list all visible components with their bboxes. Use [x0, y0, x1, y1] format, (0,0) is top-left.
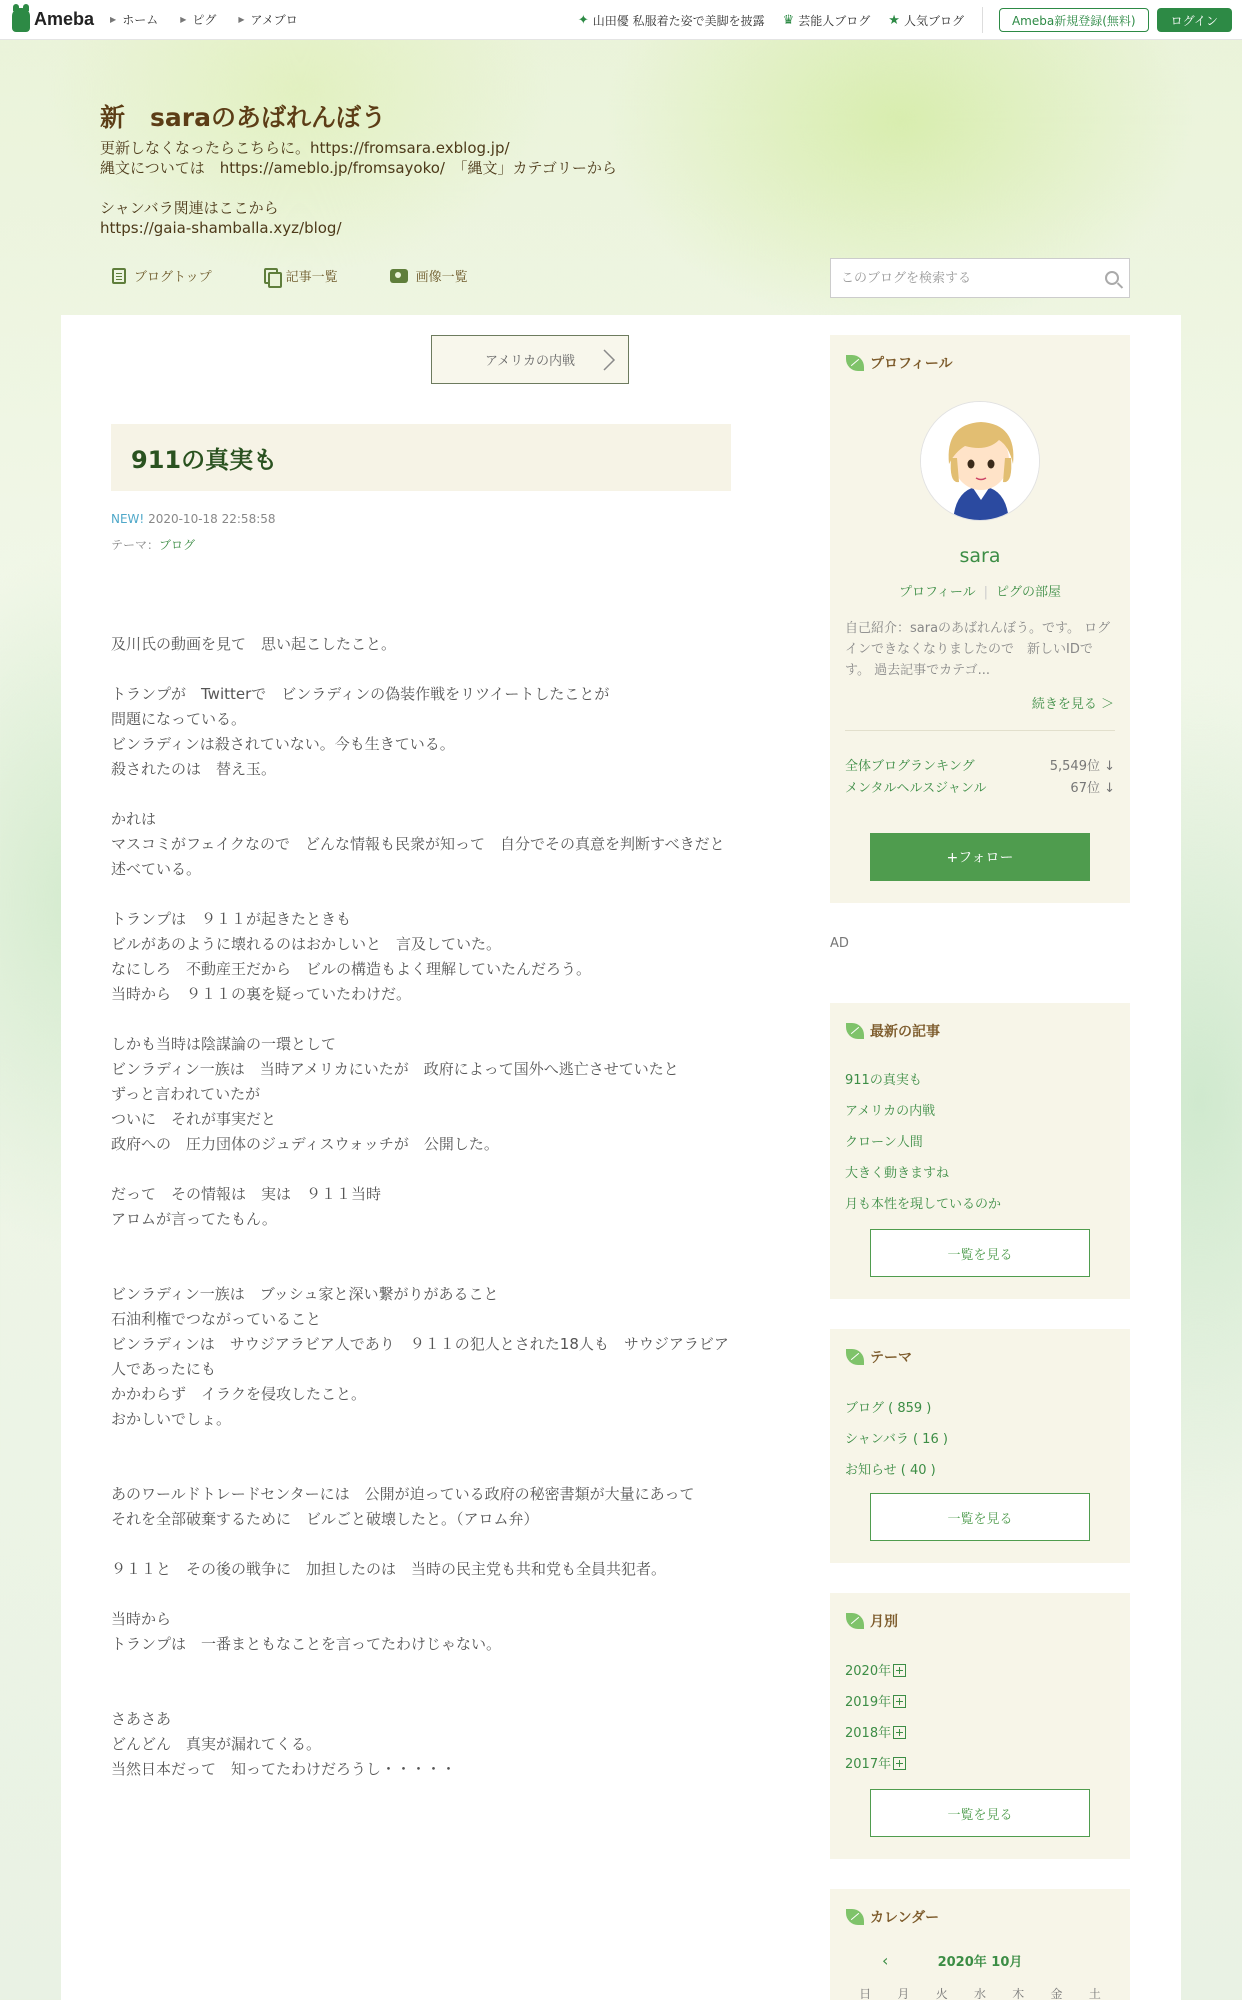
- pick-label: 山田優 私服着た姿で美脚を披露: [592, 13, 765, 28]
- article-paragraph: ついに それが事実だと: [111, 1110, 277, 1128]
- monthly-heading: [846, 1611, 898, 1631]
- expand-plus-icon[interactable]: [893, 1757, 906, 1770]
- pick-label: 芸能人ブログ: [798, 13, 871, 28]
- themes-heading-label: テーマ: [870, 1350, 912, 1366]
- prev-article-label: アメリカの内戦: [484, 354, 576, 369]
- ranking-value: 5,549位 ↓: [1049, 759, 1115, 774]
- profile-heading: [846, 353, 953, 373]
- register-button[interactable]: Ameba新規登録(無料): [999, 8, 1149, 32]
- nav-label: アメブロ: [250, 13, 298, 27]
- article-paragraph: [111, 1432, 731, 1457]
- ameba-mascot-icon: [12, 8, 30, 32]
- avatar[interactable]: [920, 401, 1040, 521]
- article-paragraph: おかしいでしょ。: [111, 1410, 232, 1428]
- themes-box: [830, 1329, 1130, 1563]
- calendar-box: [830, 1889, 1130, 2000]
- blog-search: [830, 258, 1130, 298]
- theme-link[interactable]: シャンバラ ( 16 ): [845, 1432, 948, 1447]
- article-paragraph: [111, 1682, 731, 1707]
- article-paragraph: ９１１と その後の戦争に 加担したのは 当時の民主党も共和党も全員共犯者。: [111, 1560, 667, 1578]
- article-paragraph: 問題になっている。: [111, 710, 247, 728]
- profile-links: [830, 581, 1130, 600]
- latest-entry-link[interactable]: 911の真実も: [845, 1073, 922, 1088]
- blog-nav-label: 記事一覧: [285, 270, 338, 285]
- article-paragraph: [111, 1232, 731, 1257]
- theme-link[interactable]: ブログ: [159, 538, 196, 552]
- popular-blog-link[interactable]: [888, 12, 964, 29]
- header-right: [578, 0, 1232, 40]
- ranking-overall[interactable]: [845, 755, 1115, 774]
- prev-article-link[interactable]: [431, 335, 629, 384]
- copy-icon: [264, 268, 278, 284]
- pick-label: 人気ブログ: [903, 13, 964, 28]
- chevron-right-icon: [602, 348, 616, 372]
- article-paragraph: トランプは 一番まともなことを言ってたわけじゃない。: [111, 1635, 502, 1653]
- article-paragraph: マスコミがフェイクなので どんな情報も民衆が知って 自分でその真意を判断すべきだと: [111, 835, 725, 853]
- triangle-right-icon: ▶: [180, 15, 187, 24]
- blog-description: 更新しなくなったらこちらに。https://fromsara.exblog.jp/ 縄文については https://ameblo.jp/fromsayoko/ 「縄文」カテゴリーから シャンバラ関連はここから https://gaia-shamballa.xyz/blog/: [100, 139, 617, 237]
- profile-heading-label: プロフィール: [870, 356, 953, 372]
- article-paragraph: ずっと言われていたが: [111, 1085, 261, 1103]
- article-paragraph: 殺されたのは 替え玉。: [111, 760, 277, 778]
- read-more-link[interactable]: 続きを見る ＞: [1031, 697, 1114, 712]
- celebrity-blog-link[interactable]: [783, 12, 871, 29]
- latest-entry-link[interactable]: クローン人間: [845, 1135, 923, 1150]
- article-title[interactable]: 911の真実も: [131, 446, 278, 474]
- theme-link[interactable]: ブログ ( 859 ): [845, 1401, 932, 1416]
- article-meta: [111, 512, 276, 526]
- document-icon: [112, 268, 126, 284]
- ranking-genre[interactable]: [845, 777, 1115, 796]
- article-paragraph: [111, 882, 731, 907]
- expand-plus-icon[interactable]: [893, 1726, 906, 1739]
- article-paragraph: だって その情報は 実は ９１１当時: [111, 1185, 382, 1203]
- search-input[interactable]: [841, 271, 1105, 286]
- profile-link[interactable]: プロフィール: [898, 585, 976, 600]
- blog-nav-label: ブログトップ: [134, 270, 212, 285]
- divider: [845, 730, 1115, 731]
- weekday: 日: [859, 1987, 872, 2000]
- article-paragraph: かかわらず イラクを侵攻したこと。: [111, 1385, 367, 1403]
- article-paragraph: ビンラディン一族は 当時アメリカにいたが 政府によって国外へ逃亡させていたと: [111, 1060, 679, 1078]
- blog-nav-label: 画像一覧: [415, 270, 468, 285]
- follow-button[interactable]: +フォロー: [870, 833, 1090, 881]
- article-paragraph: どんどん 真実が漏れてくる。: [111, 1735, 322, 1753]
- article-paragraph: ビルがあのように壊れるのはおかしいと 言及していた。: [111, 935, 502, 953]
- month-archive-link[interactable]: [845, 1753, 906, 1772]
- weekday: 月: [897, 1987, 910, 2000]
- expand-plus-icon[interactable]: [893, 1695, 906, 1708]
- article-paragraph: なにしろ 不動産王だから ビルの構造もよく理解していたんだろう。: [111, 960, 592, 978]
- latest-entries-box: [830, 1003, 1130, 1299]
- blog-nav: [112, 266, 468, 285]
- nav-home[interactable]: [110, 11, 158, 28]
- article-paragraph: [111, 1582, 731, 1607]
- triangle-right-icon: ▶: [238, 15, 245, 24]
- profile-box: [830, 335, 1130, 903]
- monthly-heading-label: 月別: [870, 1614, 898, 1630]
- nav-pigg[interactable]: [180, 11, 216, 28]
- star-icon: ★: [888, 12, 900, 28]
- weekday: 水: [973, 1987, 986, 2000]
- ameba-logo[interactable]: [12, 8, 94, 32]
- article-theme: [111, 536, 195, 553]
- pigg-room-link[interactable]: ピグの部屋: [996, 585, 1062, 600]
- themes-see-all-button[interactable]: 一覧を見る: [870, 1493, 1090, 1541]
- weekday: 土: [1088, 1987, 1101, 2000]
- month-archive-link[interactable]: [845, 1691, 906, 1710]
- profile-name[interactable]: sara: [959, 545, 1001, 567]
- article-paragraph: [111, 1157, 731, 1182]
- nav-ameblo[interactable]: [238, 11, 297, 28]
- article-paragraph: [111, 782, 731, 807]
- article-paragraph: トランプは ９１１が起きたときも: [111, 910, 352, 928]
- entry-list-link[interactable]: [264, 266, 338, 285]
- calendar-heading-label: カレンダー: [870, 1910, 940, 1926]
- weekday: 木: [1012, 1987, 1025, 2000]
- theme-link[interactable]: お知らせ ( 40 ): [845, 1463, 936, 1478]
- leaf-icon: [846, 1023, 864, 1039]
- expand-plus-icon[interactable]: [893, 1664, 906, 1677]
- article-paragraph: [111, 1007, 731, 1032]
- chevron-left-icon[interactable]: ‹: [882, 1951, 889, 1970]
- weekday: 金: [1050, 1987, 1063, 2000]
- leaf-icon: [846, 355, 864, 371]
- leaf-icon: [846, 1909, 864, 1925]
- leaf-icon: [846, 1613, 864, 1629]
- global-header: [0, 0, 1242, 40]
- month-archive-link[interactable]: [845, 1722, 906, 1741]
- article-paragraph: [111, 1657, 731, 1682]
- theme-label: テーマ：: [111, 538, 160, 552]
- calendar-weekdays: [846, 1985, 1114, 2000]
- article-paragraph: [111, 1257, 731, 1282]
- logo-text: Ameba: [34, 9, 95, 29]
- month-archive-link[interactable]: [845, 1660, 906, 1679]
- month-label: 2018年: [845, 1726, 892, 1741]
- themes-heading: [846, 1347, 912, 1367]
- article-paragraph: ビンラディンは サウジアラビア人であり ９１１の犯人とされた18人も サウジアラビア人であったにも: [111, 1335, 729, 1378]
- article-paragraph: トランプが Twitterで ビンラディンの偽装作戦をリツイートしたことが: [111, 685, 610, 703]
- pick-news-link[interactable]: [578, 12, 765, 29]
- article-paragraph: 及川氏の動画を見て 思い起こしたこと。: [111, 635, 397, 653]
- article-paragraph: かれは: [111, 810, 157, 828]
- divider: |: [983, 585, 989, 600]
- month-label: 2017年: [845, 1757, 892, 1772]
- blog-top-link[interactable]: [112, 266, 212, 285]
- ranking-label: 全体ブログランキング: [845, 759, 975, 774]
- divider: [982, 7, 983, 33]
- avatar-illustration: [921, 402, 1040, 521]
- monthly-see-all-button[interactable]: 一覧を見る: [870, 1789, 1090, 1837]
- camera-icon: [390, 269, 408, 283]
- search-icon[interactable]: [1105, 271, 1119, 285]
- month-label: 2020年: [845, 1664, 892, 1679]
- new-badge: NEW!: [111, 512, 145, 526]
- article-paragraph: 石油利権でつながっていること: [111, 1310, 322, 1328]
- article-body: [111, 607, 731, 1782]
- article-paragraph: アロムが言ってたもん。: [111, 1210, 277, 1228]
- ranking-value: 67位 ↓: [1070, 781, 1115, 796]
- article-paragraph: ビンラディン一族は ブッシュ家と深い繋がりがあること: [111, 1285, 499, 1303]
- article-paragraph: しかも当時は陰謀論の一環として: [111, 1035, 337, 1053]
- ad-label: AD: [830, 936, 849, 951]
- leaf-icon: [846, 1349, 864, 1365]
- image-list-link[interactable]: [390, 266, 468, 285]
- article-paragraph: [111, 607, 731, 632]
- article-paragraph: あのワールドトレードセンターには 公開が迫っている政府の秘密書類が大量にあって: [111, 1485, 695, 1503]
- ranking-label: メンタルヘルスジャンル: [845, 781, 987, 796]
- monthly-box: [830, 1593, 1130, 1859]
- article-paragraph: [111, 1532, 731, 1557]
- profile-intro: 自己紹介：saraのあばれんぼう。です。 ログインできなくなりましたので 新しいIDです。 過去記事でカテゴ...: [845, 621, 1111, 678]
- login-button[interactable]: ログイン: [1157, 8, 1232, 32]
- triangle-right-icon: ▶: [110, 15, 117, 24]
- nav-label: ピグ: [192, 13, 217, 27]
- article-paragraph: 述べている。: [111, 860, 202, 878]
- crown-icon: ♛: [782, 12, 795, 28]
- month-label: 2019年: [845, 1695, 892, 1710]
- article-header: [111, 424, 731, 491]
- weekday: 火: [935, 1987, 948, 2000]
- latest-entry-link[interactable]: アメリカの内戦: [845, 1104, 936, 1119]
- calendar-heading: [846, 1907, 939, 1927]
- article-paragraph: さあさあ: [111, 1710, 172, 1728]
- article-paragraph: 政府への 圧力団体のジュディスウォッチが 公開した。: [111, 1135, 499, 1153]
- article-paragraph: それを全部破棄するために ビルごと破壊したと。（アロム弁）: [111, 1510, 539, 1528]
- article-paragraph: [111, 1457, 731, 1482]
- latest-entry-link[interactable]: 月も本性を現しているのか: [845, 1197, 1002, 1212]
- latest-heading-label: 最新の記事: [870, 1024, 940, 1040]
- global-nav: [110, 11, 298, 28]
- sparkle-icon: ✦: [577, 12, 589, 28]
- nav-label: ホーム: [122, 13, 159, 27]
- latest-see-all-button[interactable]: 一覧を見る: [870, 1229, 1090, 1277]
- latest-entry-link[interactable]: 大きく動きますね: [845, 1166, 950, 1181]
- latest-heading: [846, 1021, 940, 1041]
- calendar-month: 2020年 10月: [937, 1955, 1023, 1970]
- article-paragraph: 当時から: [111, 1610, 172, 1628]
- article-paragraph: 当然日本だって 知ってたわけだろうし・・・・・: [111, 1760, 457, 1778]
- blog-title[interactable]: 新 saraのあばれんぼう: [100, 103, 386, 132]
- article-date: 2020-10-18 22:58:58: [148, 512, 276, 526]
- article-paragraph: 当時から ９１１の裏を疑っていたわけだ。: [111, 985, 412, 1003]
- article-paragraph: ビンラディンは殺されていない。今も生きている。: [111, 735, 455, 753]
- article-paragraph: [111, 657, 731, 682]
